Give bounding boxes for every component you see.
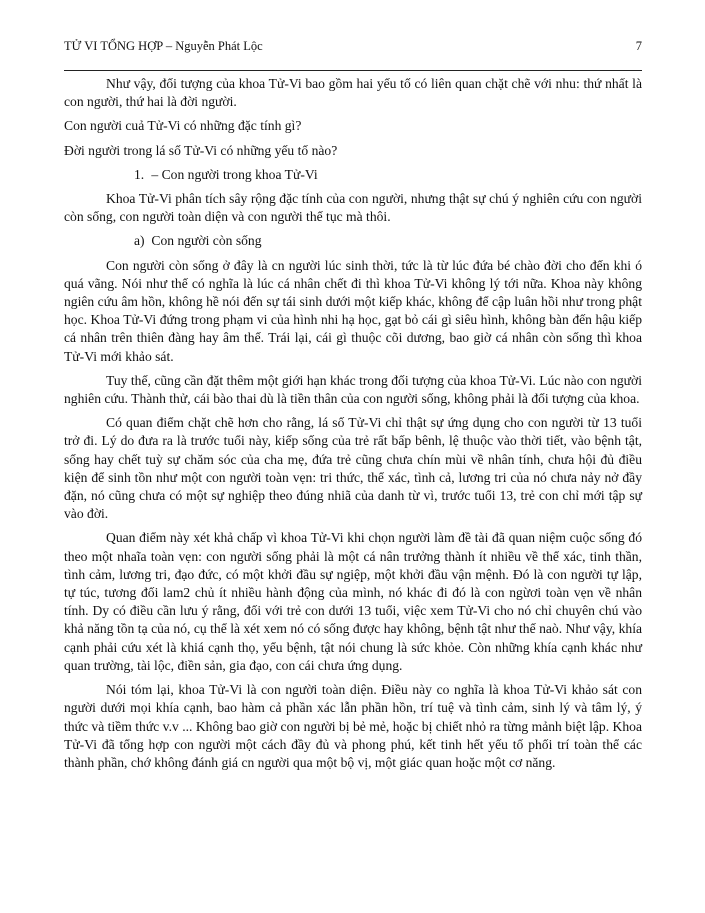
subsection-heading-a-text: Con người còn sống: [151, 233, 262, 249]
paragraph-limits: Tuy thế, cũng cần đặt thêm một giới hạn khác trong đối tượng của khoa Tử-Vi. Lúc nào con người nghiên cứu. Thành thử, cái bào thai dù là tiền thân của con người sống, không phải là đối tượng của khoa.: [64, 372, 642, 407]
section-heading-1: [64, 166, 642, 184]
paragraph-age-13: Có quan điểm chặt chẽ hơn cho rằng, lá số Tử-Vi chỉ thật sự ứng dụng cho con người từ 13 tuổi trở đi. Lý do đưa ra là trước tuổi này, kiếp sống của trẻ rất bấp bênh, lệ thuộc vào thời tiết, vào bệnh tật, sống hay chết tuỳ sự chăm sóc của cha mẹ, đứa trẻ cũng chưa chín mùi về nhân tính, chưa hội đủ điều kiện để sinh tồn như một con người toàn vẹn: tri thức, thể xác, tình cả, lương tri của nó chưa nảy nở đầy đặn, nó cũng chưa có một sự nghiệp theo đúng nhiã của danh từ vì, trước tuổi 13, trẻ con chỉ mới tập sự vào đời.: [64, 415, 642, 522]
header-title: TỬ VI TỔNG HỢP – Nguyễn Phát Lộc: [64, 39, 263, 53]
document-page: [64, 38, 642, 778]
paragraph-summary: Nói tóm lại, khoa Tử-Vi là con người toàn diện. Điều này co nghĩa là khoa Tử-Vi khảo sát con người dưới mọi khía cạnh, bao hàm cả phần xác lẫn phần hồn, trí tuệ và tình cảm, sinh lý và tâm lý, ý thức và tiềm thức v.v ... Không bao giờ con người bị bẻ mẻ, hoặc bị chiết nhỏ ra từng mảnh biệt lập. Khoa Tử-Vi đã tổng hợp con người một cách đầy đủ và phong phú, kết tinh hết yếu tố phối trí toàn thể các thành phần, chớ không đánh giá cn người qua một bộ vị, một giác quan hoặc một cơ năng.: [64, 682, 642, 770]
document-body: [64, 75, 642, 772]
header-rule: [64, 70, 642, 71]
question-2: Đời người trong lá số Tử-Vi có những yếu tố nào?: [64, 142, 338, 158]
paragraph-living-person: Con người còn sống ở đây là cn người lúc sinh thời, tức là từ lúc đứa bé chào đời cho đến khi ó quá vãng. Nói như thế có nghĩa là lúc cá nhân chết đi thì khoa Tử-Vi không lý tới nữa. Khoa này không ngiên cứu âm hồn, không hề nói đến sự tái sinh dưới một kiếp khác, không để cập luân hồi như trong phật học. Khoa Tử-Vi đứng trong phạm vi của hình nhi hạ học, gạt bỏ cái gì siêu hình, không bàn đến hậu kiếp cá nhân trên thiên đàng hay âm thế. Trái lại, cái gì thuộc cõi dương, bao giờ cá nhân còn sống thì khoa Tử-Vi mới khảo sát.: [64, 257, 642, 364]
section-heading-1-text: – Con người trong khoa Tử-Vi: [151, 166, 318, 182]
section-heading-1-number: 1.: [134, 166, 145, 182]
question-1: Con người cuả Tử-Vi có những đặc tính gì?: [64, 118, 302, 134]
paragraph-section-1: Khoa Tử-Vi phân tích sây rộng đặc tính của con người, nhưng thật sự chú ý nghiên cứu con người còn sống, con người toàn diện và con người thế tục mà thôi.: [64, 191, 642, 225]
page-number: 7: [635, 39, 642, 53]
subsection-heading-a-letter: a): [134, 233, 145, 249]
running-header: [64, 38, 642, 54]
subsection-heading-a: [64, 232, 642, 250]
paragraph-viewpoint: Quan điểm này xét khả chấp vì khoa Tử-Vi khi chọn người làm đề tài đã quan niệm cuộc sống đó theo một nhaĩa toàn vẹn: con người sống phải là một cá nân trưởng thành ít nhiều về thể xác, tinh thần, tình cảm, lương tri, đạo đức, có một khởi đầu sự ngiệp, một khởi đầu vận mệnh. Đó là con người tự lập, tự túc, tương đối lam2 chủ ít nhiều hành động của mình, nó khác đi đó là con ngừơi toàn vẹn về nhân tính. Dy có điều cần lưu ý rằng, đối với trẻ con dưới 13 tuổi, việc xem Tử-Vi cho nó chỉ chuyên chú vào khả năng tồn tạ của nó, cụ thể là xét xem nó có sống được hay không, bệnh tật như thế naò. Như vậy, khía cạnh phải cứu xét là khiá cạnh thọ, yểu bệnh, tật nói chung là sức khỏe. Còn những khía cạnh khác như quan trường, tài lộc, điền sản, gia đạo, con cái chưa ứng dụng.: [64, 530, 642, 673]
paragraph-intro: Như vậy, đối tượng của khoa Tử-Vi bao gồm hai yếu tố có liên quan chặt chẽ với nhu: thứ nhất là con người, thứ hai là đời người.: [64, 76, 642, 110]
